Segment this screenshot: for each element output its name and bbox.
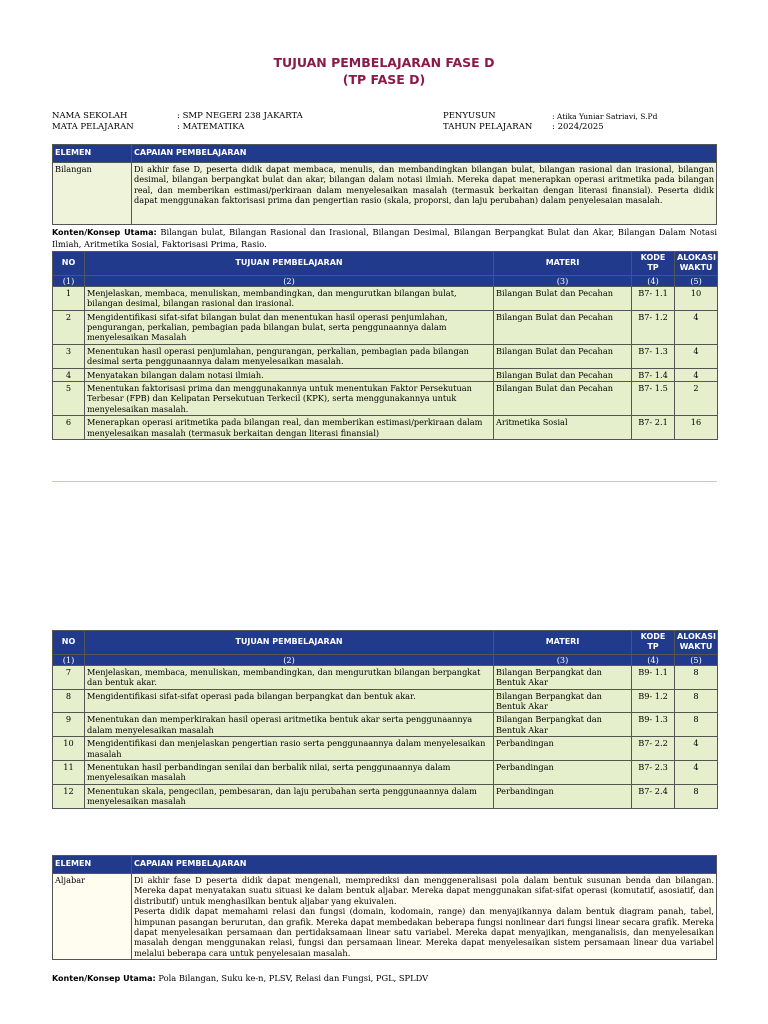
cell-alokasi: 4	[675, 368, 718, 381]
th-num-3: (3)	[494, 275, 632, 286]
th-num-5: (5)	[675, 275, 718, 286]
tp-table-2	[52, 630, 718, 809]
cell-alokasi: 4	[675, 310, 718, 344]
cell-no: 4	[53, 368, 85, 381]
th-tujuan: TUJUAN PEMBELAJARAN	[85, 252, 494, 276]
table-row	[53, 784, 718, 808]
th-materi: MATERI	[494, 631, 632, 655]
page-title: TUJUAN PEMBELAJARAN FASE D	[273, 55, 495, 70]
cell-tujuan: Menentukan faktorisasi prima dan menggunakannya untuk menentukan Faktor Persekutuan Terbesar (FPB) dan Kelipatan Persekutuan Terkecil (KPK), serta menggunakannya untuk menyelesaikan masalah.	[85, 382, 494, 416]
cell-materi: Bilangan Berpangkat dan Bentuk Akar	[494, 665, 632, 689]
capaian-paragraph-1: Di akhir fase D peserta didik dapat mengenali, memprediksi dan menggeneralisasi pola dalam bentuk susunan benda dan bilangan. Mereka dapat menyatakan suatu situasi ke dalam bentuk aljabar. Mereka dapat menggunakan sifat-sifat operasi (komutatif, asosiatif, dan distributif) untuk menghasilkan bentuk aljabar yang ekuivalen.	[134, 875, 714, 906]
th-tujuan: TUJUAN PEMBELAJARAN	[85, 631, 494, 655]
th-no: NO	[53, 252, 85, 276]
th-materi: MATERI	[494, 252, 632, 276]
capaian-cell: Di akhir fase D, peserta didik dapat membaca, menulis, dan membandingkan bilangan bulat, bilangan rasional dan irasional, bilangan desimal, bilangan berpangkat bulat dan akar, bilangan dalam notasi ilmiah. Mereka dapat menerapkan operasi aritmetika pada bilangan real, dan memberikan estimasi/perkiraan dalam menyelesaikan masalah (termasuk berkaitan dengan literasi finansial). Peserta didik dapat menggunakan faktorisasi prima dan pengertian rasio (skala, proporsi, dan laju perubahan) dalam penyelesaian masalah.	[132, 163, 717, 225]
table-row	[53, 416, 718, 440]
cell-no: 5	[53, 382, 85, 416]
konten-bilangan	[52, 227, 717, 249]
cell-materi: Perbandingan	[494, 784, 632, 808]
page-divider	[52, 481, 717, 482]
konten-label: Konten/Konsep Utama:	[52, 228, 157, 237]
cell-alokasi: 8	[675, 713, 718, 737]
cell-tujuan: Menerapkan operasi aritmetika pada bilangan real, dan memberikan estimasi/perkiraan dalam menyelesaikan masalah (termasuk berkaitan dengan literasi finansial)	[85, 416, 494, 440]
cell-alokasi: 8	[675, 784, 718, 808]
cell-kode: B7- 1.3	[632, 344, 675, 368]
table-row	[53, 368, 718, 381]
cell-kode: B7- 2.1	[632, 416, 675, 440]
table-row	[53, 737, 718, 761]
table-row	[53, 286, 718, 310]
cell-alokasi: 16	[675, 416, 718, 440]
cell-alokasi: 4	[675, 761, 718, 785]
cell-alokasi: 4	[675, 737, 718, 761]
elemen-cell: Aljabar	[53, 874, 132, 960]
tp-table-1	[52, 251, 718, 440]
meta-tahun-value: : 2024/2025	[552, 122, 604, 132]
meta-mapel-label: MATA PELAJARAN	[52, 122, 134, 132]
cell-kode: B7- 1.1	[632, 286, 675, 310]
elemen-header: ELEMEN	[53, 145, 132, 163]
konten-text: Bilangan bulat, Bilangan Rasional dan Irasional, Bilangan Desimal, Bilangan Berpangkat Bulat dan Akar, Bilangan Dalam Notasi Ilmiah, Aritmetika Sosial, Faktorisasi Prima, Rasio.	[52, 227, 717, 249]
table-row	[53, 382, 718, 416]
cell-kode: B9- 1.1	[632, 665, 675, 689]
th-alokasi: ALOKASI WAKTU	[675, 252, 718, 276]
cell-kode: B9- 1.3	[632, 713, 675, 737]
elemen-header: ELEMEN	[53, 856, 132, 874]
cell-no: 10	[53, 737, 85, 761]
cell-no: 3	[53, 344, 85, 368]
cell-tujuan: Mengidentifikasi dan menjelaskan pengertian rasio serta penggunaannya dalam menyelesaikan masalah	[85, 737, 494, 761]
cell-alokasi: 2	[675, 382, 718, 416]
th-num-2: (2)	[85, 275, 494, 286]
capaian-paragraph-2: Peserta didik dapat memahami relasi dan fungsi (domain, kodomain, range) dan menyajikannya dalam bentuk diagram panah, tabel, himpunan pasangan berurutan, dan grafik. Mereka dapat membedakan beberapa fungsi nonlinear dari fungsi linear secara grafik. Mereka dapat menyelesaikan persamaan dan pertidaksamaan linear satu variabel. Mereka dapat menyajikan, menganalisis, dan menyelesaikan masalah dengan menggunakan relasi, fungsi dan persamaan linear. Mereka dapat menyelesaikan sistem persamaan linear dua variabel melalui beberapa cara untuk penyelesaian masalah.	[134, 906, 714, 958]
cell-tujuan: Mengidentifikasi sifat-sifat bilangan bulat dan menentukan hasil operasi penjumlahan, pengurangan, perkalian, pembagian pada bilangan bulat, serta penggunaannya dalam menyelesaikan Masalah	[85, 310, 494, 344]
table-row	[53, 344, 718, 368]
th-num-3: (3)	[494, 654, 632, 665]
th-alokasi: ALOKASI WAKTU	[675, 631, 718, 655]
cell-materi: Bilangan Bulat dan Pecahan	[494, 286, 632, 310]
cell-tujuan: Menentukan skala, pengecilan, pembesaran, dan laju perubahan serta penggunaannya dalam menyelesaikan masalah	[85, 784, 494, 808]
cell-no: 6	[53, 416, 85, 440]
cell-kode: B7- 2.4	[632, 784, 675, 808]
th-num-1: (1)	[53, 654, 85, 665]
cell-alokasi: 8	[675, 665, 718, 689]
cell-kode: B7- 2.3	[632, 761, 675, 785]
cell-kode: B7- 1.4	[632, 368, 675, 381]
cell-materi: Bilangan Bulat dan Pecahan	[494, 344, 632, 368]
table-row	[53, 310, 718, 344]
table-row	[53, 689, 718, 713]
cell-materi: Perbandingan	[494, 761, 632, 785]
th-kode: KODE TP	[632, 631, 675, 655]
cell-tujuan: Menyatakan bilangan dalam notasi ilmiah.	[85, 368, 494, 381]
cell-tujuan: Menjelaskan, membaca, menuliskan, membandingkan, dan mengurutkan bilangan bulat, bilangan desimal, bilangan rasional dan irasional.	[85, 286, 494, 310]
meta-sekolah-value: : SMP NEGERI 238 JAKARTA	[177, 111, 303, 121]
konten-aljabar	[52, 973, 717, 985]
th-kode: KODE TP	[632, 252, 675, 276]
cell-no: 8	[53, 689, 85, 713]
meta-sekolah-label: NAMA SEKOLAH	[52, 111, 128, 121]
th-num-1: (1)	[53, 275, 85, 286]
cell-tujuan: Menjelaskan, membaca, menuliskan, membandingkan, dan mengurutkan bilangan berpangkat dan bentuk akar.	[85, 665, 494, 689]
cell-tujuan: Menentukan hasil perbandingan senilai dan berbalik nilai, serta penggunaannya dalam menyelesaikan masalah	[85, 761, 494, 785]
cell-tujuan: Menentukan hasil operasi penjumlahan, pengurangan, perkalian, pembagian pada bilangan desimal serta penggunaannya dalam menyelesaikan masalah.	[85, 344, 494, 368]
cell-tujuan: Mengidentifikasi sifat-sifat operasi pada bilangan berpangkat dan bentuk akar.	[85, 689, 494, 713]
cell-kode: B7- 2.2	[632, 737, 675, 761]
table-row	[53, 713, 718, 737]
capaian-header: CAPAIAN PEMBELAJARAN	[132, 145, 717, 163]
th-num-4: (4)	[632, 654, 675, 665]
th-no: NO	[53, 631, 85, 655]
table-row	[53, 761, 718, 785]
cell-materi: Bilangan Berpangkat dan Bentuk Akar	[494, 689, 632, 713]
cell-materi: Perbandingan	[494, 737, 632, 761]
th-num-5: (5)	[675, 654, 718, 665]
elemen-aljabar-table	[52, 855, 717, 960]
table-row	[53, 665, 718, 689]
meta-penyusun-value: : Atika Yuniar Satriavi, S.Pd	[552, 112, 658, 121]
meta-mapel-value: : MATEMATIKA	[177, 122, 245, 132]
konten-text: Pola Bilangan, Suku ke-n, PLSV, Relasi dan Fungsi, PGL, SPLDV	[155, 973, 429, 983]
capaian-cell	[132, 874, 717, 960]
th-num-2: (2)	[85, 654, 494, 665]
cell-no: 7	[53, 665, 85, 689]
cell-tujuan: Menentukan dan memperkirakan hasil operasi aritmetika bentuk akar serta penggunaannya dalam menyelesaikan masalah	[85, 713, 494, 737]
cell-kode: B7- 1.2	[632, 310, 675, 344]
capaian-header: CAPAIAN PEMBELAJARAN	[132, 856, 717, 874]
cell-no: 2	[53, 310, 85, 344]
cell-materi: Aritmetika Sosial	[494, 416, 632, 440]
cell-no: 12	[53, 784, 85, 808]
meta-tahun-label: TAHUN PELAJARAN	[443, 122, 533, 132]
cell-kode: B7- 1.5	[632, 382, 675, 416]
cell-materi: Bilangan Bulat dan Pecahan	[494, 382, 632, 416]
cell-alokasi: 4	[675, 344, 718, 368]
cell-materi: Bilangan Bulat dan Pecahan	[494, 368, 632, 381]
th-num-4: (4)	[632, 275, 675, 286]
cell-kode: B9- 1.2	[632, 689, 675, 713]
cell-no: 9	[53, 713, 85, 737]
cell-materi: Bilangan Berpangkat dan Bentuk Akar	[494, 713, 632, 737]
meta-penyusun-label: PENYUSUN	[443, 111, 496, 121]
page-subtitle: (TP FASE D)	[342, 72, 426, 87]
elemen-cell: Bilangan	[53, 163, 132, 225]
cell-alokasi: 10	[675, 286, 718, 310]
cell-no: 1	[53, 286, 85, 310]
cell-alokasi: 8	[675, 689, 718, 713]
cell-no: 11	[53, 761, 85, 785]
konten-label: Konten/Konsep Utama:	[52, 974, 156, 983]
elemen-bilangan-table	[52, 144, 717, 225]
cell-materi: Bilangan Bulat dan Pecahan	[494, 310, 632, 344]
